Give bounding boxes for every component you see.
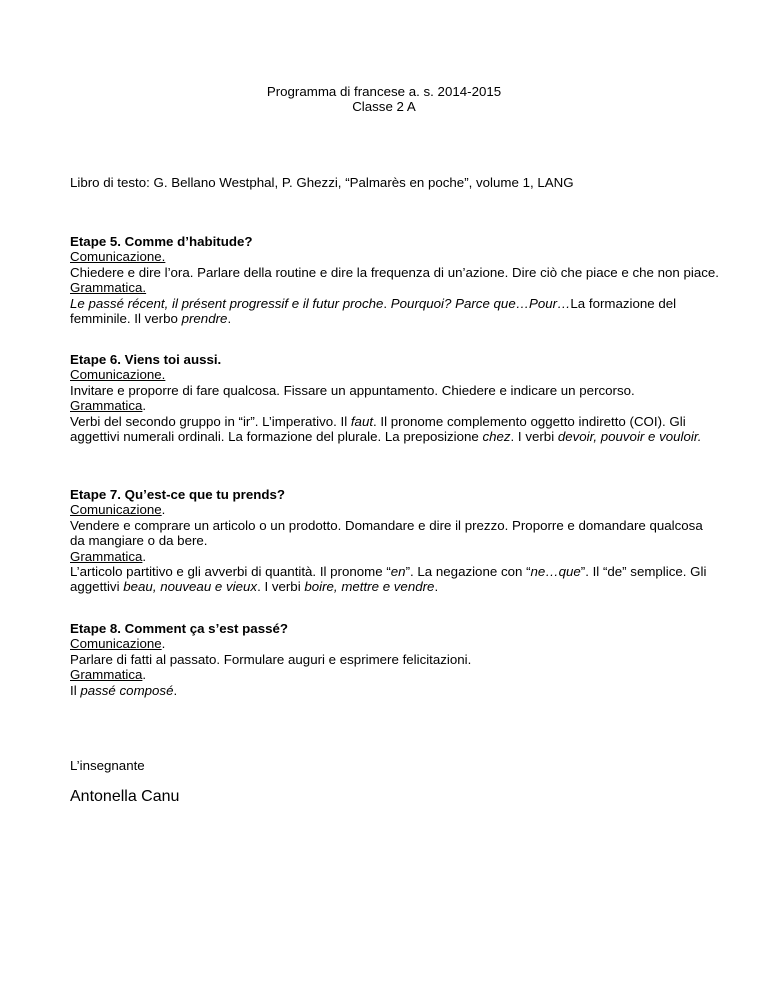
comunicazione-text: Vendere e comprare un articolo o un prodotto. Domandare e dire il prezzo. Proporre e domandare qualcosa da mangiare o da bere.	[70, 517, 703, 549]
section-title: Etape 7. Qu’est-ce que tu prends?	[70, 487, 286, 502]
teacher-name: Antonella Canu	[70, 788, 180, 805]
comunicazione-label: Comunicazione.	[70, 249, 166, 265]
program-title: Programma di francese a. s. 2014-2015	[266, 84, 502, 99]
section-title: Etape 6. Viens toi aussi.	[70, 352, 222, 367]
grammatica-text: Il passé composé.	[70, 682, 178, 698]
comunicazione-text: Parlare di fatti al passato. Formulare auguri e esprimere felicitazioni.	[70, 651, 472, 667]
document-header	[0, 84, 768, 115]
grammatica-text: Le passé récent, il présent progressif e il futur proche. Pourquoi? Parce que…Pour…La formazione del femminile. Il verbo prendre.	[70, 295, 677, 327]
section-title: Etape 8. Comment ça s’est passé?	[70, 621, 289, 636]
section-title: Etape 5. Comme d’habitude?	[70, 234, 253, 249]
comunicazione-text: Invitare e proporre di fare qualcosa. Fissare un appuntamento. Chiedere e indicare un percorso.	[70, 382, 635, 398]
section-etape-8: Etape 8. Comment ça s’est passé? Comunicazione. Parlare di fatti al passato. Formulare auguri e esprimere felicitazioni. Grammatica. Il passé composé.	[70, 621, 720, 698]
grammatica-label: Grammatica.	[70, 280, 147, 296]
grammatica-text: Verbi del secondo gruppo in “ir”. L’imperativo. Il faut. Il pronome complemento oggetto indiretto (COI). Gli aggettivi numerali ordinali. La formazione del plurale. La preposizione chez. I verbi devoir, pouvoir e vouloir.	[70, 413, 702, 445]
teacher-label: L’insegnante	[70, 758, 145, 773]
grammatica-text: L’articolo partitivo e gli avverbi di quantità. Il pronome “en”. La negazione con “ne…que”. Il “de” semplice. Gli aggettivi beau, nouveau e vieux. I verbi boire, mettre e vendre.	[70, 564, 707, 595]
grammatica-label: Grammatica	[70, 667, 143, 683]
class-label: Classe 2 A	[352, 99, 416, 115]
grammatica-label: Grammatica	[70, 398, 143, 414]
comunicazione-label: Comunicazione.	[70, 367, 166, 383]
section-etape-6: Etape 6. Viens toi aussi. Comunicazione. Invitare e proporre di fare qualcosa. Fissare un appuntamento. Chiedere e indicare un percorso. Grammatica. Verbi del secondo gruppo in “ir”. L’imperativo. Il faut. Il pronome complemento oggetto indiretto (COI). Gli aggettivi numerali ordinali. La formazione del plurale. La preposizione chez. I verbi devoir, pouvoir e vouloir.	[70, 352, 720, 444]
textbook-info: Libro di testo: G. Bellano Westphal, P. Ghezzi, “Palmarès en poche”, volume 1, LANG	[70, 175, 574, 190]
section-etape-7: Etape 7. Qu’est-ce que tu prends? Comunicazione. Vendere e comprare un articolo o un prodotto. Domandare e dire il prezzo. Proporre e domandare qualcosa da mangiare o da bere. Grammatica. L’articolo partitivo e gli avverbi di quantità. Il pronome “en”. La negazione con “ne…que”. Il “de” semplice. Gli aggettivi beau, nouveau e vieux. I verbi boire, mettre e vendre.	[70, 487, 720, 595]
comunicazione-label: Comunicazione	[70, 636, 162, 652]
comunicazione-text: Chiedere e dire l’ora. Parlare della routine e dire la frequenza di un’azione. Dire ciò che piace e che non piace.	[70, 264, 719, 280]
grammatica-label: Grammatica	[70, 548, 143, 564]
section-etape-5	[70, 234, 720, 326]
comunicazione-label: Comunicazione	[70, 502, 162, 518]
